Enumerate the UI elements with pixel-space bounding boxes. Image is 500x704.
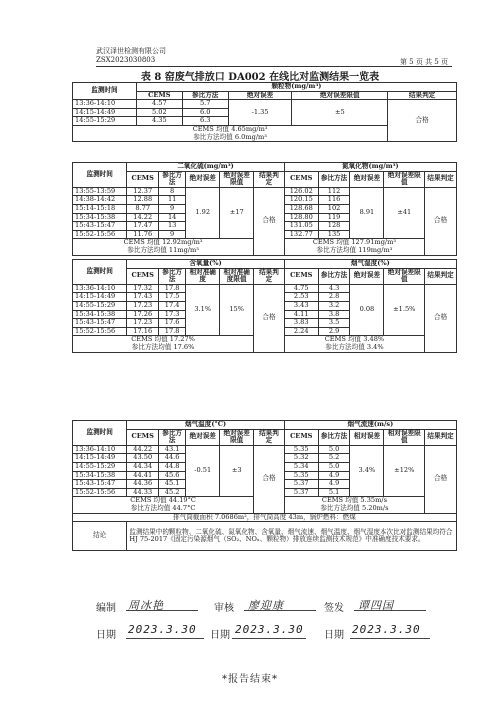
page-info: 第 5 页 共 5 页 [399,58,448,66]
col-header: 绝对误差限值 [220,429,254,445]
time-cell: 14:55-15:29 [73,301,127,310]
temp-abs-error: -0.51 [186,445,220,497]
ref-cell: 6.3 [182,117,228,126]
company-name: 武汉泽世检测有限公司 [96,47,166,55]
time-cell: 13:55-13:59 [73,187,127,196]
time-cell: 15:34-15:38 [73,471,127,480]
review-date: 2023.3.30 [235,623,304,636]
col-header: CEMS [127,268,159,284]
compile-signature: 周冰艳 [128,599,164,612]
temp-cems-cell: 44.34 [127,462,159,471]
col-header: 绝对误差限值 [220,171,254,187]
humidity-group-header: 烟气湿度(%) [284,260,456,269]
flow-ref-cell: 5.1 [318,488,350,497]
flow-ref-cell: 5.2 [318,454,350,463]
nox-cems-cell: 128.80 [284,213,318,222]
pm-table [72,82,457,142]
flow-avg-cems: CEMS 均值 5.35m/s [284,497,424,505]
hum-ref-cell: 3.2 [318,301,350,310]
time-cell: 15:34-15:38 [73,213,127,222]
hum-cems-cell: 3.43 [284,301,318,310]
time-cell: 15:52-15:56 [73,327,127,336]
flow-cems-cell: 5.37 [284,488,318,497]
time-cell: 15:14-15:18 [73,204,127,213]
time-cell: 15:52-15:56 [73,230,127,239]
table-row [73,445,457,454]
so2-cems-cell: 12.37 [127,187,159,196]
issue-date: 2023.3.30 [352,623,421,636]
flow-avg-ref: 参比方法均值 5.20m/s [284,505,424,513]
abs-error-cell: -1.35 [228,100,292,126]
so2-cems-cell: 14.22 [127,213,159,222]
o2-avg-cems: CEMS 均值 17.27% [73,336,254,344]
conclusion-text: 监测结果中的颗粒物、二氧化硫、氮氧化物、含氧量、烟气流速、烟气温度、烟气湿度本次比对监测结果均符合 HJ 75-2017《固定污染源烟气（SO₂、NOₓ、颗粒物）排放连续监测技术规范》中准确度技术要求。 [127,522,457,551]
ref-cell: 6.0 [182,108,228,117]
temp-ref-cell: 44.6 [159,454,186,463]
o2-group-header: 含氧量(%) [127,260,284,269]
nox-abs-error: 8.91 [350,187,384,239]
date-underline [232,622,306,639]
o2-ref-cell: 17.4 [159,301,186,310]
hum-cems-cell: 4.11 [284,310,318,319]
compile-underline [126,594,198,611]
col-header: 相对误差限值 [384,429,425,445]
col-header: 参比方法 [159,171,186,187]
date-label: 日期 [324,630,344,641]
col-header: 相对准确度限值 [220,268,254,284]
col-header: 参比方法 [318,429,350,445]
compile-date: 2023.3.30 [128,623,197,636]
temp-cems-cell: 44.41 [127,471,159,480]
flow-cems-cell: 5.34 [284,462,318,471]
col-header: 参比方法 [318,171,350,187]
so2-group-header: 二氧化硫(mg/m³) [127,163,284,172]
header-divider [96,66,452,67]
flow-ref-cell: 5.0 [318,462,350,471]
cems-cell: 4.57 [136,100,182,109]
o2-cems-cell: 17.26 [127,310,159,319]
temp-result: 合格 [254,445,285,513]
time-cell: 13:36-14:10 [73,284,127,293]
temp-avg-cems: CEMS 均值 44.19°C [73,497,254,505]
nox-avg-cems: CEMS 均值 127.91mg/m³ [284,239,424,247]
result-cell: 合格 [388,100,457,142]
temp-flow-table [72,420,457,551]
report-header [96,47,166,65]
date-label: 日期 [96,630,116,641]
time-cell: 15:52-15:56 [73,488,127,497]
time-cell: 15:43-15:47 [73,480,127,489]
compile-label: 编制 [96,603,116,614]
nox-result: 合格 [425,187,457,255]
col-header-time: 监测时间 [73,83,137,100]
col-header: 结果判定 [254,171,285,187]
so2-avg-cems: CEMS 均值 12.92mg/m³ [73,239,254,247]
hum-cems-cell: 2.53 [284,293,318,302]
table-row [73,284,457,293]
temp-avg-ref: 参比方法均值 44.7°C [73,505,254,513]
col-header: 绝对误差 [350,268,384,284]
col-header: 绝对误差限值 [384,171,425,187]
time-cell: 14:55-15:29 [73,117,137,126]
so2-ref-cell: 13 [159,222,186,231]
review-underline [244,594,316,611]
col-header-time: 监测时间 [73,421,127,446]
col-header-time: 监测时间 [73,260,127,285]
nox-group-header: 氮氧化物(mg/m³) [284,163,456,172]
col-header: CEMS [284,268,318,284]
temp-cems-cell: 44.22 [127,445,159,454]
so2-ref-cell: 11 [159,196,186,205]
so2-ref-cell: 9 [159,204,186,213]
hum-ref-cell: 3.5 [318,319,350,328]
time-cell: 14:15-14:49 [73,454,127,463]
o2-avg-ref: 参比方法均值 17.6% [73,344,254,352]
flow-rel-error: 3.4% [350,445,384,497]
hum-ref-cell: 2.8 [318,293,350,302]
pm-group-header: 颗粒物(mg/m³) [136,83,456,92]
hum-abs-error: 0.08 [350,284,384,336]
flow-cems-cell: 5.35 [284,445,318,454]
so2-ref-cell: 14 [159,213,186,222]
table-row [73,187,457,196]
flow-cems-cell: 5.37 [284,480,318,489]
hum-result: 合格 [425,284,457,352]
col-header: 绝对误差 [350,171,384,187]
limit-cell: ±5 [292,100,388,126]
hum-limit: ±1.5% [384,284,425,336]
issue-label: 签发 [324,603,344,614]
col-header: 结果判定 [425,429,457,445]
temp-cems-cell: 44.33 [127,488,159,497]
col-header: 结果判定 [425,171,457,187]
issue-underline [354,594,426,611]
time-cell: 14:15-14:49 [73,293,127,302]
col-header: CEMS [127,171,159,187]
o2-limit: 15% [220,284,254,336]
flow-ref-cell: 4.9 [318,471,350,480]
o2-cems-cell: 17.32 [127,284,159,293]
report-end: *报告结束* [222,674,278,685]
nox-ref-cell: 102 [318,204,350,213]
time-cell: 14:38-14:42 [73,196,127,205]
date-underline [350,622,430,639]
flow-result: 合格 [425,445,457,513]
hum-cems-cell: 4.75 [284,284,318,293]
time-cell: 15:43-15:47 [73,222,127,231]
nox-cems-cell: 120.15 [284,196,318,205]
o2-humidity-table [72,259,457,353]
so2-avg-ref: 参比方法均值 11mg/m³ [73,247,254,255]
col-header: 绝对误差 [186,429,220,445]
table-row [73,100,457,109]
nox-ref-cell: 116 [318,196,350,205]
so2-ref-cell: 8 [159,187,186,196]
col-header: 绝对误差限值 [384,268,425,284]
so2-abs-error: 1.92 [186,187,220,239]
hum-avg-cems: CEMS 均值 3.48% [284,336,424,344]
col-header: 相对准确度 [186,268,220,284]
time-cell: 15:43-15:47 [73,319,127,328]
nox-cems-cell: 126.02 [284,187,318,196]
o2-cems-cell: 17.23 [127,319,159,328]
report-number: ZSX2023030803 [96,56,156,64]
o2-ref-cell: 17.3 [159,310,186,319]
cems-cell: 4.35 [136,117,182,126]
flow-ref-cell: 5.0 [318,445,350,454]
hum-ref-cell: 4.3 [318,284,350,293]
col-header: CEMS [284,429,318,445]
col-header: 绝对误差 [228,91,292,100]
so2-ref-cell: 9 [159,230,186,239]
col-header: CEMS [284,171,318,187]
nox-cems-cell: 132.77 [284,230,318,239]
so2-limit: ±17 [220,187,254,239]
conclusion-label: 结论 [73,522,127,551]
temp-ref-cell: 44.8 [159,462,186,471]
flow-ref-cell: 4.9 [318,480,350,489]
so2-result: 合格 [254,187,285,255]
col-header-time: 监测时间 [73,163,127,188]
o2-ref-cell: 17.5 [159,293,186,302]
so2-cems-cell: 8.77 [127,204,159,213]
so2-cems-cell: 11.76 [127,230,159,239]
time-cell: 13:36-14:10 [73,100,137,109]
so2-nox-table [72,162,457,256]
review-signature: 廖迎康 [248,599,284,612]
col-header: 绝对误差 [186,171,220,187]
col-header: 参比方法 [159,268,186,284]
o2-cems-cell: 17.43 [127,293,159,302]
nox-ref-cell: 119 [318,213,350,222]
hum-avg-ref: 参比方法均值 3.4% [284,344,424,352]
col-header: 参比方法 [318,268,350,284]
col-header: 结果判定 [254,268,285,284]
o2-ref-cell: 17.8 [159,284,186,293]
col-header: 相对误差 [350,429,384,445]
flow-limit: ±12% [384,445,425,497]
temp-cems-cell: 43.50 [127,454,159,463]
col-header: 参比方法 [159,429,186,445]
flow-cems-cell: 5.32 [284,454,318,463]
col-header: 参比方法 [182,91,228,100]
nox-cems-cell: 128.68 [284,204,318,213]
temp-ref-cell: 45.1 [159,480,186,489]
o2-result: 合格 [254,284,285,352]
o2-relative-accuracy: 3.1% [186,284,220,336]
date-underline [126,622,204,639]
temp-cems-cell: 44.36 [127,480,159,489]
time-cell: 14:55-15:29 [73,462,127,471]
nox-cems-cell: 131.05 [284,222,318,231]
nox-ref-cell: 128 [318,222,350,231]
o2-cems-cell: 17.16 [127,327,159,336]
col-header: CEMS [136,91,182,100]
nox-avg-ref: 参比方法均值 119mg/m³ [284,247,424,255]
col-header: 绝对误差限值 [292,91,388,100]
nox-limit: ±41 [384,187,425,239]
nox-ref-cell: 112 [318,187,350,196]
ref-cell: 5.7 [182,100,228,109]
stack-footnote: 排气筒截面积 7.0686m²，排气筒高度 43m，锅炉燃料：燃煤 [73,513,457,522]
issue-signature: 谭四国 [358,599,394,612]
time-cell: 15:34-15:38 [73,310,127,319]
cems-cell: 5.02 [136,108,182,117]
so2-cems-cell: 12.88 [127,196,159,205]
so2-cems-cell: 17.47 [127,222,159,231]
temp-ref-cell: 45.6 [159,471,186,480]
o2-ref-cell: 17.8 [159,327,186,336]
review-label: 审核 [214,603,234,614]
table-title: 表 8 窑废气排放口 DA002 在线比对监测结果一览表 [140,72,380,83]
time-cell: 13:36-14:10 [73,445,127,454]
hum-cems-cell: 2.24 [284,327,318,336]
temp-limit: ±3 [220,445,254,497]
temp-group-header: 烟气温度(°C) [127,421,284,430]
col-header: 结果判定 [425,268,457,284]
avg-cems: CEMS 均值 4.65mg/m³ [73,125,388,133]
hum-ref-cell: 2.9 [318,327,350,336]
o2-ref-cell: 17.6 [159,319,186,328]
hum-cems-cell: 3.83 [284,319,318,328]
date-label: 日期 [210,630,230,641]
col-header: CEMS [127,429,159,445]
time-cell: 14:15-14:49 [73,108,137,117]
flow-group-header: 烟气流速(m/s) [284,421,456,430]
o2-cems-cell: 17.23 [127,301,159,310]
temp-ref-cell: 45.2 [159,488,186,497]
col-header: 结果判定 [254,429,285,445]
nox-ref-cell: 135 [318,230,350,239]
temp-ref-cell: 43.1 [159,445,186,454]
col-header: 结果判定 [388,91,457,100]
flow-cems-cell: 5.35 [284,471,318,480]
avg-ref: 参比方法均值 6.0mg/m³ [73,134,388,142]
hum-ref-cell: 3.8 [318,310,350,319]
